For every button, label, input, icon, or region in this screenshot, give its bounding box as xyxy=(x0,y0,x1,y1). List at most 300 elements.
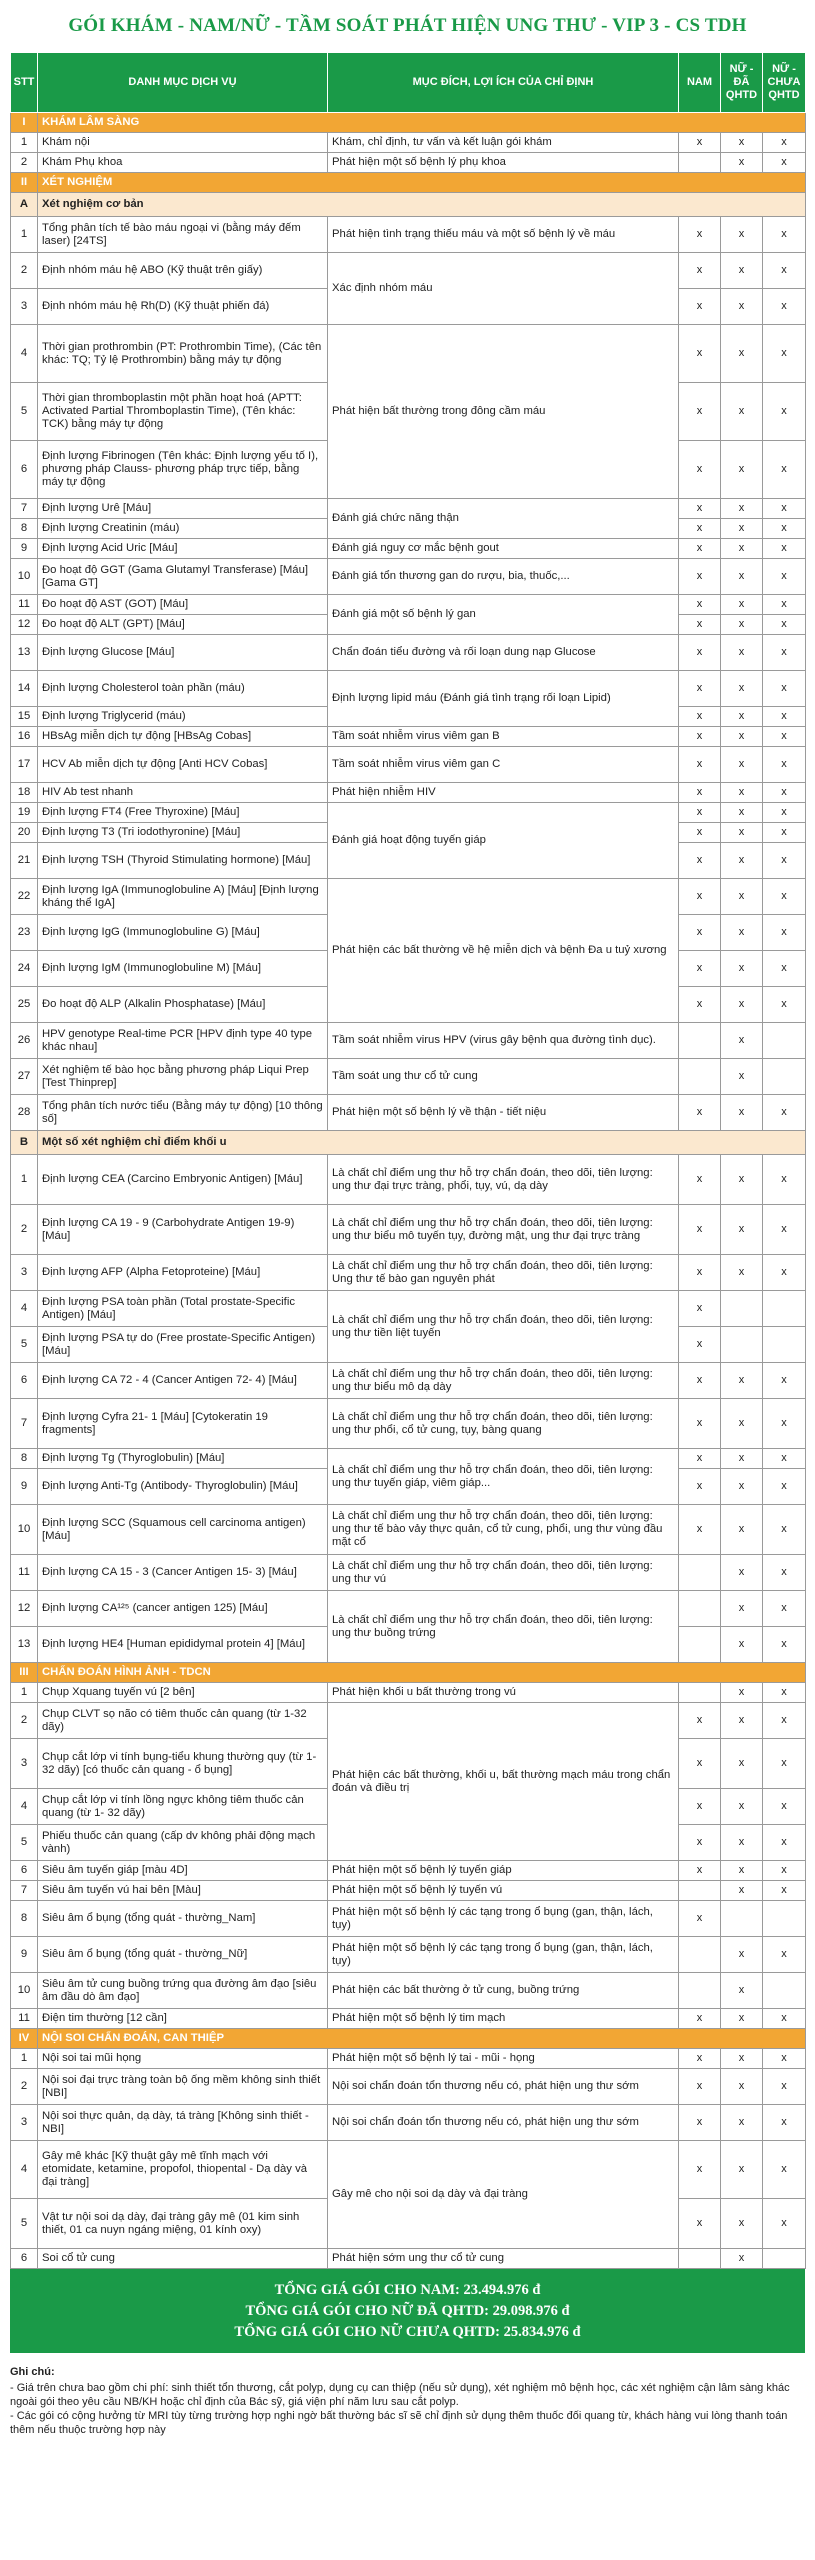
row-number: 20 xyxy=(11,823,38,843)
female-single-mark: x xyxy=(763,499,806,519)
service-name: Định lượng AFP (Alpha Fetoproteine) [Máu] xyxy=(38,1255,328,1291)
header-female-single: NỮ - CHƯA QHTD xyxy=(763,53,806,113)
service-name: Đo hoạt độ ALT (GPT) [Máu] xyxy=(38,615,328,635)
service-purpose: Nội soi chẩn đoán tổn thương nếu có, phát hiện ung thư sớm xyxy=(328,2105,679,2141)
subsection-row xyxy=(11,193,806,217)
male-mark: x xyxy=(679,823,721,843)
table-row xyxy=(11,2249,806,2269)
female-married-mark: x xyxy=(721,1023,763,1059)
female-single-mark xyxy=(763,1291,806,1327)
service-name: Soi cổ tử cung xyxy=(38,2249,328,2269)
service-purpose: Tầm soát nhiễm virus viêm gan B xyxy=(328,727,679,747)
male-mark: x xyxy=(679,2069,721,2105)
male-mark: x xyxy=(679,1291,721,1327)
row-number: 7 xyxy=(11,1881,38,1901)
male-mark: x xyxy=(679,987,721,1023)
service-purpose: Phát hiện khối u bất thường trong vú xyxy=(328,1683,679,1703)
service-purpose: Là chất chỉ điểm ung thư hỗ trợ chẩn đoán, theo dõi, tiên lượng: Ung thư tế bào gan nguyên phát xyxy=(328,1255,679,1291)
row-number: 1 xyxy=(11,1683,38,1703)
female-single-mark: x xyxy=(763,803,806,823)
female-married-mark: x xyxy=(721,1555,763,1591)
service-purpose: Tầm soát nhiễm virus viêm gan C xyxy=(328,747,679,783)
male-mark: x xyxy=(679,1703,721,1739)
male-mark: x xyxy=(679,383,721,441)
male-mark: x xyxy=(679,1155,721,1205)
service-name: Siêu âm tuyến giáp [màu 4D] xyxy=(38,1861,328,1881)
service-purpose: Là chất chỉ điểm ung thư hỗ trợ chẩn đoán, theo dõi, tiên lượng: ung thư tế bào vảy thực quản, cổ tử cung, phổi, ung thư vùng đầu mặt cổ xyxy=(328,1505,679,1555)
service-purpose: Đánh giá một số bệnh lý gan xyxy=(328,595,679,635)
service-name: Định lượng Triglycerid (máu) xyxy=(38,707,328,727)
row-number: 11 xyxy=(11,2009,38,2029)
row-number: 10 xyxy=(11,1505,38,1555)
table-row xyxy=(11,1095,806,1131)
female-single-mark: x xyxy=(763,843,806,879)
male-mark xyxy=(679,1683,721,1703)
female-married-mark: x xyxy=(721,1363,763,1399)
female-married-mark: x xyxy=(721,2049,763,2069)
service-purpose: Phát hiện một số bệnh lý các tạng trong ổ bụng (gan, thận, lách, tụy) xyxy=(328,1937,679,1973)
service-purpose: Phát hiện một số bệnh lý tuyến vú xyxy=(328,1881,679,1901)
row-number: 2 xyxy=(11,153,38,173)
notes xyxy=(10,2365,805,2437)
table-row xyxy=(11,879,806,915)
female-single-mark: x xyxy=(763,253,806,289)
female-married-mark: x xyxy=(721,2105,763,2141)
row-number: 1 xyxy=(11,2049,38,2069)
male-mark: x xyxy=(679,559,721,595)
male-mark: x xyxy=(679,519,721,539)
row-number: 23 xyxy=(11,915,38,951)
service-purpose: Là chất chỉ điểm ung thư hỗ trợ chẩn đoán, theo dõi, tiên lượng: ung thư biểu mô tuyến tụy, đường mật, ung thư đại trực tràng xyxy=(328,1205,679,1255)
service-name: Định lượng Cholesterol toàn phần (máu) xyxy=(38,671,328,707)
female-married-mark: x xyxy=(721,519,763,539)
male-mark: x xyxy=(679,2049,721,2069)
female-single-mark: x xyxy=(763,1861,806,1881)
section-label: XÉT NGHIỆM xyxy=(38,173,806,193)
service-name: Gây mê khác [Kỹ thuật gây mê tĩnh mạch với etomidate, ketamine, propofol, thiopental - Dạ dày và đại tràng] xyxy=(38,2141,328,2199)
service-name: Định lượng Fibrinogen (Tên khác: Định lượng yếu tố I), phương pháp Clauss- phương pháp trực tiếp, bằng máy tự động xyxy=(38,441,328,499)
row-number: 10 xyxy=(11,559,38,595)
service-name: Định lượng CA 15 - 3 (Cancer Antigen 15- 3) [Máu] xyxy=(38,1555,328,1591)
female-married-mark: x xyxy=(721,1683,763,1703)
row-number: 5 xyxy=(11,1825,38,1861)
male-mark xyxy=(679,1973,721,2009)
row-number: 6 xyxy=(11,1861,38,1881)
female-single-mark: x xyxy=(763,2069,806,2105)
service-name: Nội soi đại trực tràng toàn bộ ống mềm không sinh thiết [NBI] xyxy=(38,2069,328,2105)
service-name: HIV Ab test nhanh xyxy=(38,783,328,803)
service-table xyxy=(10,52,806,2269)
female-single-mark: x xyxy=(763,727,806,747)
male-mark: x xyxy=(679,1861,721,1881)
female-married-mark: x xyxy=(721,217,763,253)
row-number: 2 xyxy=(11,1205,38,1255)
service-name: HCV Ab miễn dịch tự động [Anti HCV Cobas] xyxy=(38,747,328,783)
row-number: 5 xyxy=(11,2199,38,2249)
female-married-mark: x xyxy=(721,383,763,441)
male-mark: x xyxy=(679,843,721,879)
service-name: Chụp cắt lớp vi tính lồng ngực không tiêm thuốc cản quang (từ 1- 32 dãy) xyxy=(38,1789,328,1825)
row-number: 1 xyxy=(11,217,38,253)
section-number: III xyxy=(11,1663,38,1683)
service-name: Siêu âm ổ bụng (tổng quát - thường_Nữ] xyxy=(38,1937,328,1973)
service-purpose: Là chất chỉ điểm ung thư hỗ trợ chẩn đoán, theo dõi, tiên lượng: ung thư tiền liệt tuyến xyxy=(328,1291,679,1363)
male-mark: x xyxy=(679,1399,721,1449)
male-mark: x xyxy=(679,499,721,519)
service-purpose: Gây mê cho nội soi dạ dày và đại tràng xyxy=(328,2141,679,2249)
service-purpose: Khám, chỉ định, tư vấn và kết luận gói khám xyxy=(328,133,679,153)
service-purpose: Phát hiện các bất thường ở tử cung, buồng trứng xyxy=(328,1973,679,2009)
row-number: 3 xyxy=(11,289,38,325)
service-purpose: Phát hiện một số bệnh lý tai - mũi - họng xyxy=(328,2049,679,2069)
female-married-mark xyxy=(721,1327,763,1363)
female-single-mark: x xyxy=(763,1363,806,1399)
male-mark: x xyxy=(679,2105,721,2141)
note-line: - Các gói có cộng hưởng từ MRI tùy từng trường hợp nghi ngờ bất thường bác sĩ sẽ chỉ định sử dụng thêm thuốc đối quang từ, khách hàng vui lòng thanh toán thêm nếu thuộc trường hợp này xyxy=(10,2410,788,2436)
row-number: 1 xyxy=(11,1155,38,1205)
female-married-mark: x xyxy=(721,1449,763,1469)
service-purpose: Là chất chỉ điểm ung thư hỗ trợ chẩn đoán, theo dõi, tiên lượng: ung thư biểu mô dạ dày xyxy=(328,1363,679,1399)
male-mark: x xyxy=(679,217,721,253)
table-row xyxy=(11,1555,806,1591)
male-mark: x xyxy=(679,1095,721,1131)
female-single-mark: x xyxy=(763,1469,806,1505)
female-single-mark: x xyxy=(763,559,806,595)
row-number: 7 xyxy=(11,1399,38,1449)
service-name: Định lượng Urê [Máu] xyxy=(38,499,328,519)
total-female-married: TỔNG GIÁ GÓI CHO NỮ ĐÃ QHTD: 29.098.976 đ xyxy=(245,2302,570,2319)
total-price-box xyxy=(10,2269,805,2353)
section-label: NỘI SOI CHẨN ĐOÁN, CAN THIỆP xyxy=(38,2029,806,2049)
table-row xyxy=(11,1059,806,1095)
table-row xyxy=(11,1591,806,1627)
female-single-mark: x xyxy=(763,289,806,325)
table-row xyxy=(11,559,806,595)
female-married-mark: x xyxy=(721,1739,763,1789)
female-married-mark: x xyxy=(721,1255,763,1291)
female-single-mark: x xyxy=(763,1683,806,1703)
female-single-mark xyxy=(763,1973,806,2009)
service-name: Định lượng CA 19 - 9 (Carbohydrate Antigen 19-9) [Máu] xyxy=(38,1205,328,1255)
service-name: Định lượng CA¹²⁵ (cancer antigen 125) [Máu] xyxy=(38,1591,328,1627)
service-name: Xét nghiệm tế bào học bằng phương pháp Liqui Prep [Test Thinprep] xyxy=(38,1059,328,1095)
female-married-mark: x xyxy=(721,1703,763,1739)
male-mark: x xyxy=(679,253,721,289)
female-single-mark: x xyxy=(763,823,806,843)
male-mark: x xyxy=(679,539,721,559)
male-mark xyxy=(679,1555,721,1591)
row-number: 4 xyxy=(11,2141,38,2199)
service-purpose: Phát hiện bất thường trong đông cầm máu xyxy=(328,325,679,499)
service-name: Chụp Xquang tuyến vú [2 bên] xyxy=(38,1683,328,1703)
row-number: 11 xyxy=(11,1555,38,1591)
notes-title: Ghi chú: xyxy=(10,2366,55,2378)
female-single-mark: x xyxy=(763,615,806,635)
table-row xyxy=(11,1505,806,1555)
service-purpose: Phát hiện các bất thường, khối u, bất thường mạch máu trong chẩn đoán và điều trị xyxy=(328,1703,679,1861)
row-number: 8 xyxy=(11,1901,38,1937)
row-number: 11 xyxy=(11,595,38,615)
female-married-mark: x xyxy=(721,987,763,1023)
total-male: TỔNG GIÁ GÓI CHO NAM: 23.494.976 đ xyxy=(274,2281,541,2298)
service-name: Điện tim thường [12 cần] xyxy=(38,2009,328,2029)
male-mark: x xyxy=(679,747,721,783)
service-purpose: Phát hiện một số bệnh lý tuyến giáp xyxy=(328,1861,679,1881)
female-single-mark: x xyxy=(763,1205,806,1255)
male-mark: x xyxy=(679,1505,721,1555)
header-purpose: MỤC ĐÍCH, LỢI ÍCH CỦA CHỈ ĐỊNH xyxy=(328,53,679,113)
table-row xyxy=(11,2009,806,2029)
service-purpose: Đánh giá hoạt động tuyến giáp xyxy=(328,803,679,879)
service-name: Đo hoạt độ AST (GOT) [Máu] xyxy=(38,595,328,615)
service-name: Định lượng PSA tự do (Free prostate-Specific Antigen) [Máu] xyxy=(38,1327,328,1363)
male-mark xyxy=(679,1059,721,1095)
table-row xyxy=(11,153,806,173)
table-row xyxy=(11,1023,806,1059)
service-purpose: Đánh giá tổn thương gan do rượu, bia, thuốc,... xyxy=(328,559,679,595)
table-row xyxy=(11,1973,806,2009)
female-married-mark: x xyxy=(721,1469,763,1505)
female-single-mark: x xyxy=(763,1591,806,1627)
section-label: KHÁM LÂM SÀNG xyxy=(38,113,806,133)
service-purpose: Xác định nhóm máu xyxy=(328,253,679,325)
female-married-mark: x xyxy=(721,951,763,987)
service-name: Định lượng CEA (Carcino Embryonic Antigen) [Máu] xyxy=(38,1155,328,1205)
table-row xyxy=(11,2141,806,2199)
female-single-mark: x xyxy=(763,671,806,707)
female-married-mark: x xyxy=(721,635,763,671)
service-purpose: Phát hiện một số bệnh lý tim mạch xyxy=(328,2009,679,2029)
service-name: HPV genotype Real-time PCR [HPV định type 40 type khác nhau] xyxy=(38,1023,328,1059)
male-mark: x xyxy=(679,1901,721,1937)
female-single-mark: x xyxy=(763,519,806,539)
female-single-mark: x xyxy=(763,1095,806,1131)
table-row xyxy=(11,1291,806,1327)
female-single-mark: x xyxy=(763,1155,806,1205)
female-single-mark: x xyxy=(763,383,806,441)
service-name: Định lượng T3 (Tri iodothyronine) [Máu] xyxy=(38,823,328,843)
male-mark: x xyxy=(679,803,721,823)
section-row xyxy=(11,1663,806,1683)
male-mark: x xyxy=(679,1739,721,1789)
table-row xyxy=(11,325,806,383)
row-number: 22 xyxy=(11,879,38,915)
female-single-mark: x xyxy=(763,539,806,559)
service-name: Thời gian thromboplastin một phần hoạt hoá (APTT: Activated Partial Thromboplastin Time), (Tên khác: TCK) bằng máy tự động xyxy=(38,383,328,441)
service-name: Định lượng Creatinin (máu) xyxy=(38,519,328,539)
female-single-mark: x xyxy=(763,133,806,153)
male-mark: x xyxy=(679,2141,721,2199)
service-purpose: Phát hiện tình trạng thiếu máu và một số bệnh lý về máu xyxy=(328,217,679,253)
female-single-mark: x xyxy=(763,2199,806,2249)
table-row xyxy=(11,1399,806,1449)
service-name: Định lượng SCC (Squamous cell carcinoma antigen) [Máu] xyxy=(38,1505,328,1555)
table-row xyxy=(11,1205,806,1255)
service-name: Siêu âm ổ bụng (tổng quát - thường_Nam] xyxy=(38,1901,328,1937)
page-title: GÓI KHÁM - NAM/NỮ - TẦM SOÁT PHÁT HIỆN UNG THƯ - VIP 3 - CS TDH xyxy=(68,15,747,36)
table-row xyxy=(11,1255,806,1291)
row-number: 13 xyxy=(11,635,38,671)
section-label: CHẨN ĐOÁN HÌNH ẢNH - TDCN xyxy=(38,1663,806,1683)
section-number: IV xyxy=(11,2029,38,2049)
table-row xyxy=(11,1881,806,1901)
female-married-mark: x xyxy=(721,1155,763,1205)
service-name: Định lượng FT4 (Free Thyroxine) [Máu] xyxy=(38,803,328,823)
row-number: 4 xyxy=(11,1291,38,1327)
male-mark: x xyxy=(679,951,721,987)
header-service: DANH MỤC DỊCH VỤ xyxy=(38,53,328,113)
row-number: 6 xyxy=(11,2249,38,2269)
female-married-mark: x xyxy=(721,1973,763,2009)
header-male: NAM xyxy=(679,53,721,113)
male-mark xyxy=(679,1627,721,1663)
female-married-mark: x xyxy=(721,559,763,595)
female-married-mark: x xyxy=(721,879,763,915)
row-number: 14 xyxy=(11,671,38,707)
service-purpose: Tầm soát ung thư cổ tử cung xyxy=(328,1059,679,1095)
row-number: 4 xyxy=(11,1789,38,1825)
section-number: A xyxy=(11,193,38,217)
female-married-mark: x xyxy=(721,441,763,499)
service-purpose: Phát hiện nhiễm HIV xyxy=(328,783,679,803)
service-purpose: Đánh giá nguy cơ mắc bệnh gout xyxy=(328,539,679,559)
female-single-mark xyxy=(763,1023,806,1059)
service-purpose: Phát hiện một số bệnh lý các tạng trong ổ bụng (gan, thận, lách, tụy) xyxy=(328,1901,679,1937)
table-row xyxy=(11,217,806,253)
service-purpose: Là chất chỉ điểm ung thư hỗ trợ chẩn đoán, theo dõi, tiên lượng: ung thư vú xyxy=(328,1555,679,1591)
header-stt: STT xyxy=(11,53,38,113)
female-married-mark: x xyxy=(721,153,763,173)
service-name: Khám nội xyxy=(38,133,328,153)
header-female-married: NỮ - ĐÃ QHTD xyxy=(721,53,763,113)
service-name: Đo hoạt độ ALP (Alkalin Phosphatase) [Máu] xyxy=(38,987,328,1023)
female-married-mark: x xyxy=(721,2009,763,2029)
table-row xyxy=(11,2049,806,2069)
service-name: Định lượng Tg (Thyroglobulin) [Máu] xyxy=(38,1449,328,1469)
row-number: 21 xyxy=(11,843,38,879)
row-number: 19 xyxy=(11,803,38,823)
row-number: 12 xyxy=(11,1591,38,1627)
service-name: Siêu âm tuyến vú hai bên [Màu] xyxy=(38,1881,328,1901)
service-name: Định lượng IgM (Immunoglobuline M) [Máu] xyxy=(38,951,328,987)
male-mark: x xyxy=(679,1469,721,1505)
male-mark: x xyxy=(679,727,721,747)
female-single-mark: x xyxy=(763,635,806,671)
female-single-mark: x xyxy=(763,1789,806,1825)
male-mark: x xyxy=(679,615,721,635)
female-single-mark: x xyxy=(763,153,806,173)
table-header-row xyxy=(11,53,806,113)
row-number: 6 xyxy=(11,441,38,499)
male-mark xyxy=(679,1591,721,1627)
table-row xyxy=(11,671,806,707)
table-row xyxy=(11,727,806,747)
service-purpose: Là chất chỉ điểm ung thư hỗ trợ chẩn đoán, theo dõi, tiên lượng: ung thư buồng trứng xyxy=(328,1591,679,1663)
service-name: Định lượng CA 72 - 4 (Cancer Antigen 72- 4) [Máu] xyxy=(38,1363,328,1399)
section-row xyxy=(11,2029,806,2049)
male-mark: x xyxy=(679,2009,721,2029)
service-purpose: Tầm soát nhiễm virus HPV (virus gây bệnh qua đường tình dục). xyxy=(328,1023,679,1059)
row-number: 27 xyxy=(11,1059,38,1095)
service-name: Nội soi thực quản, dạ dày, tá tràng [Không sinh thiết - NBI] xyxy=(38,2105,328,2141)
row-number: 8 xyxy=(11,1449,38,1469)
male-mark: x xyxy=(679,1255,721,1291)
male-mark: x xyxy=(679,441,721,499)
service-name: Chụp cắt lớp vi tính bụng-tiểu khung thường quy (từ 1-32 dãy) [có thuốc cản quang - ổ bụng] xyxy=(38,1739,328,1789)
female-married-mark: x xyxy=(721,539,763,559)
table-row xyxy=(11,2105,806,2141)
table-row xyxy=(11,1937,806,1973)
female-married-mark: x xyxy=(721,823,763,843)
row-number: 13 xyxy=(11,1627,38,1663)
female-married-mark: x xyxy=(721,1825,763,1861)
female-single-mark: x xyxy=(763,1449,806,1469)
total-female-single: TỔNG GIÁ GÓI CHO NỮ CHƯA QHTD: 25.834.976 đ xyxy=(234,2323,581,2340)
table-row xyxy=(11,253,806,289)
female-single-mark: x xyxy=(763,1505,806,1555)
male-mark: x xyxy=(679,2199,721,2249)
row-number: 26 xyxy=(11,1023,38,1059)
service-purpose: Là chất chỉ điểm ung thư hỗ trợ chẩn đoán, theo dõi, tiên lượng: ung thư đại trực tràng, phổi, tụy, vú, dạ dày xyxy=(328,1155,679,1205)
service-name: Định lượng TSH (Thyroid Stimulating hormone) [Máu] xyxy=(38,843,328,879)
section-label: Xét nghiệm cơ bản xyxy=(38,193,806,217)
female-married-mark: x xyxy=(721,1861,763,1881)
service-purpose: Phát hiện một số bệnh lý về thận - tiết niệu xyxy=(328,1095,679,1131)
service-purpose: Nội soi chẩn đoán tổn thương nếu có, phát hiện ung thư sớm xyxy=(328,2069,679,2105)
female-single-mark: x xyxy=(763,747,806,783)
male-mark xyxy=(679,1881,721,1901)
row-number: 10 xyxy=(11,1973,38,2009)
female-married-mark: x xyxy=(721,1789,763,1825)
row-number: 17 xyxy=(11,747,38,783)
row-number: 3 xyxy=(11,1739,38,1789)
table-row xyxy=(11,1363,806,1399)
table-row xyxy=(11,133,806,153)
service-purpose: Định lượng lipid máu (Đánh giá tình trạng rối loạn Lipid) xyxy=(328,671,679,727)
female-single-mark xyxy=(763,1059,806,1095)
table-row xyxy=(11,2069,806,2105)
male-mark: x xyxy=(679,1449,721,1469)
male-mark: x xyxy=(679,1825,721,1861)
male-mark: x xyxy=(679,915,721,951)
service-name: Tổng phân tích tế bào máu ngoại vi (bằng máy đếm laser) [24TS] xyxy=(38,217,328,253)
table-row xyxy=(11,803,806,823)
female-single-mark xyxy=(763,2249,806,2269)
row-number: 16 xyxy=(11,727,38,747)
service-purpose: Chẩn đoán tiểu đường và rối loạn dung nạp Glucose xyxy=(328,635,679,671)
table-row xyxy=(11,1155,806,1205)
female-married-mark: x xyxy=(721,2199,763,2249)
female-single-mark: x xyxy=(763,2009,806,2029)
female-married-mark: x xyxy=(721,253,763,289)
row-number: 18 xyxy=(11,783,38,803)
service-name: Định lượng HE4 [Human epididymal protein 4] [Máu] xyxy=(38,1627,328,1663)
female-married-mark: x xyxy=(721,843,763,879)
table-body xyxy=(11,113,806,2269)
row-number: 28 xyxy=(11,1095,38,1131)
service-name: Định lượng Acid Uric [Máu] xyxy=(38,539,328,559)
table-row xyxy=(11,1703,806,1739)
female-married-mark: x xyxy=(721,1627,763,1663)
female-married-mark: x xyxy=(721,1881,763,1901)
female-single-mark: x xyxy=(763,1937,806,1973)
section-number: I xyxy=(11,113,38,133)
female-married-mark: x xyxy=(721,707,763,727)
service-name: Định lượng IgG (Immunoglobuline G) [Máu] xyxy=(38,915,328,951)
note-line: - Giá trên chưa bao gồm chi phí: sinh thiết tổn thương, cắt polyp, dụng cụ can thiệp (nếu sử dụng), xét nghiệm mô bệnh học, các xét nghiệm cận lâm sàng khác ngoài gói theo yêu cầu NB/KH hoặc chỉ định của Bác sỹ, giá viện phí năm lưu sau cắt polyp. xyxy=(10,2382,790,2408)
female-married-mark: x xyxy=(721,747,763,783)
female-married-mark: x xyxy=(721,915,763,951)
